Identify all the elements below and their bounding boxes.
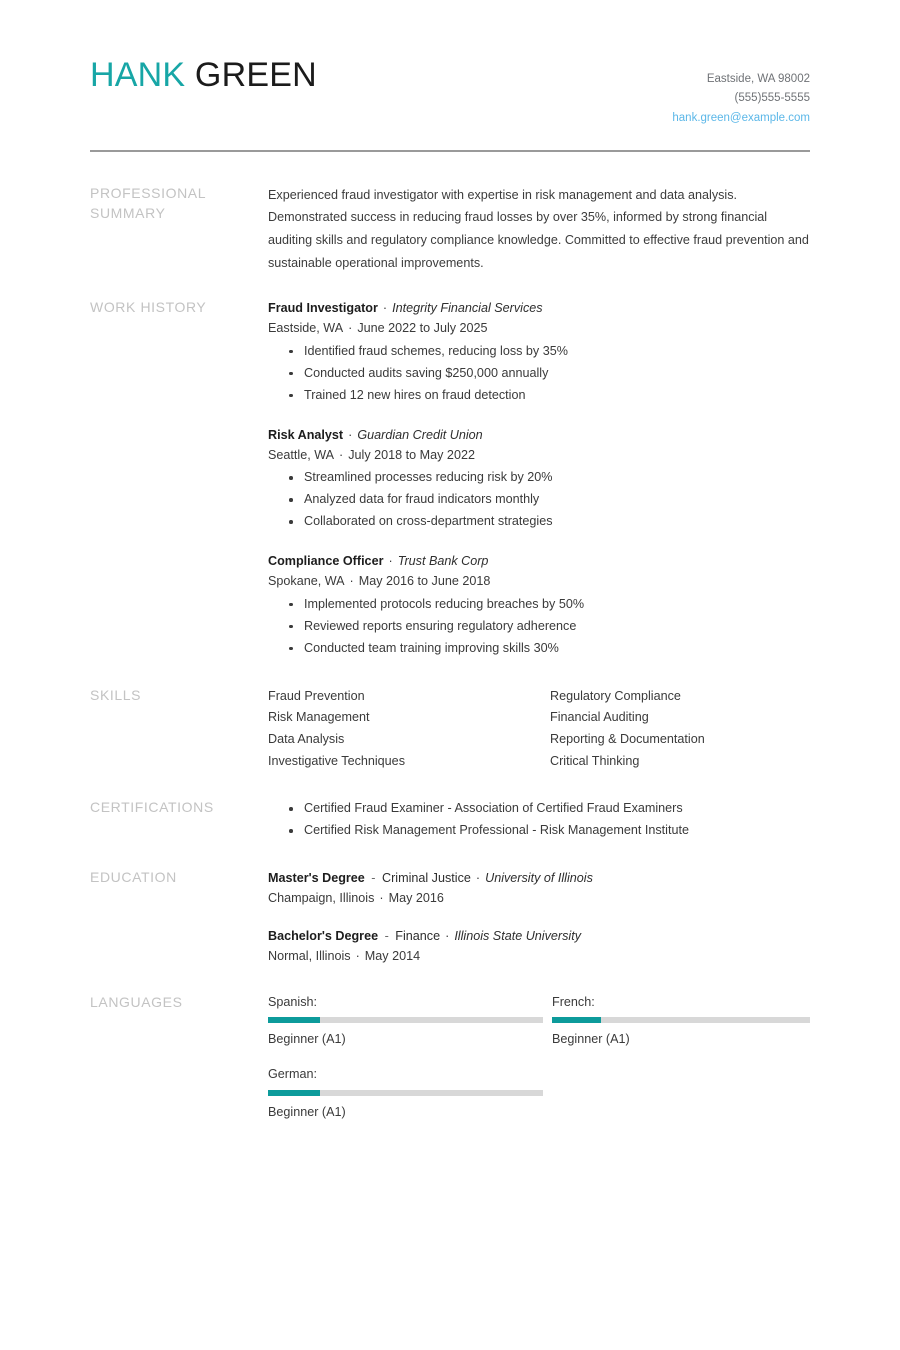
education-body [268, 868, 810, 967]
job-separator: · [348, 427, 353, 442]
language-proficiency-fill [268, 1090, 320, 1096]
language-level: Beginner (A1) [552, 1032, 630, 1047]
education-separator: · [445, 928, 450, 943]
education-field: Criminal Justice [382, 871, 471, 885]
job-title: Risk Analyst [268, 427, 344, 442]
job-location: Spokane, WA [268, 574, 345, 589]
education-dash: - [381, 928, 393, 943]
job-bullet: Analyzed data for fraud indicators monthly [268, 489, 810, 511]
job-dates: June 2022 to July 2025 [357, 321, 488, 336]
education-entry [268, 926, 810, 967]
last-name: GREEN [194, 56, 317, 94]
education-dash: - [367, 871, 379, 885]
job-company: Trust Bank Corp [397, 554, 489, 569]
education-separator: · [475, 871, 481, 885]
skill-item: Financial Auditing [550, 710, 649, 725]
job-heading [268, 551, 810, 571]
language-name: German: [268, 1067, 317, 1082]
section-languages [90, 993, 810, 1123]
job-bullet: Conducted team training improving skills 30% [268, 638, 810, 660]
education-meta-separator: · [355, 949, 360, 964]
language-proficiency-fill [552, 1017, 601, 1023]
education-date: May 2014 [364, 949, 421, 964]
section-skills [90, 686, 810, 774]
skill-item: Fraud Prevention [268, 688, 365, 703]
job-location: Eastside, WA [268, 321, 344, 336]
skill-item: Reporting & Documentation [550, 732, 705, 747]
language-level: Beginner (A1) [268, 1105, 346, 1120]
job-bullet: Reviewed reports ensuring regulatory adherence [268, 616, 810, 638]
summary-text: Experienced fraud investigator with expertise in risk management and data analysis. Demonstrated success in reducing fraud losses by over 35%, informed by strong financial auditing skills and regulatory compliance knowledge. Committed to effective fraud prevention and sustainable operational improvements. [268, 187, 809, 270]
summary-body [268, 184, 810, 274]
job-bullet-list [268, 467, 810, 533]
skills-grid [268, 686, 810, 774]
job-meta [268, 571, 810, 591]
language-level: Beginner (A1) [268, 1032, 346, 1047]
certification-list [268, 798, 810, 842]
language-proficiency-bar [552, 1017, 810, 1023]
education-heading [268, 926, 810, 946]
job-meta-separator: · [349, 574, 354, 589]
section-education [90, 868, 810, 967]
job-location: Seattle, WA [268, 447, 335, 462]
job-entry [268, 298, 810, 407]
education-heading [268, 868, 810, 888]
job-entry [268, 551, 810, 660]
job-separator: · [388, 554, 393, 569]
job-bullet: Identified fraud schemes, reducing loss by 35% [268, 341, 810, 363]
job-bullet-list [268, 341, 810, 407]
contact-location: Eastside, WA 98002 [706, 73, 810, 85]
language-entry [552, 993, 810, 1050]
job-dates: May 2016 to June 2018 [358, 574, 491, 589]
job-meta-separator: · [339, 447, 344, 462]
section-title-languages: LANGUAGES [90, 993, 183, 1010]
job-title: Fraud Investigator [268, 301, 378, 316]
job-heading [268, 425, 810, 445]
certification-item: Certified Risk Management Professional - Risk Management Institute [268, 820, 810, 842]
skill-item: Risk Management [268, 710, 370, 725]
skills-body [268, 686, 810, 774]
job-bullet: Implemented protocols reducing breaches by 50% [268, 594, 810, 616]
certification-item: Certified Fraud Examiner - Association of Certified Fraud Examiners [268, 798, 810, 820]
job-meta-separator: · [348, 321, 353, 336]
section-title-certifications: CERTIFICATIONS [90, 799, 214, 816]
language-entry [268, 993, 543, 1050]
header-divider [90, 150, 810, 152]
skill-item: Regulatory Compliance [550, 688, 681, 703]
education-degree: Bachelor's Degree [268, 928, 379, 943]
section-title-skills: SKILLS [90, 686, 142, 703]
job-bullet: Trained 12 new hires on fraud detection [268, 385, 810, 407]
section-title-education: EDUCATION [90, 869, 177, 885]
job-meta [268, 318, 810, 338]
education-school: University of Illinois [485, 871, 593, 885]
contact-email[interactable]: hank.green@example.com [672, 111, 810, 124]
contact-phone[interactable]: (555)555-5555 [734, 92, 810, 105]
first-name: HANK [90, 56, 186, 94]
job-entry [268, 425, 810, 534]
education-field: Finance [395, 928, 441, 943]
contact-block [672, 58, 810, 128]
job-company: Integrity Financial Services [392, 301, 543, 316]
section-work-history [90, 298, 810, 660]
section-title-work-history: WORK HISTORY [90, 299, 207, 316]
job-bullet: Conducted audits saving $250,000 annually [268, 363, 810, 385]
education-location: Champaign, Illinois [268, 891, 375, 906]
education-meta-separator: · [379, 891, 384, 906]
job-heading [268, 298, 810, 318]
job-dates: July 2018 to May 2022 [348, 447, 475, 462]
candidate-name [90, 58, 317, 94]
education-meta [268, 888, 810, 908]
language-name: French: [552, 994, 595, 1009]
work-history-body [268, 298, 810, 660]
language-name: Spanish: [268, 994, 318, 1009]
education-degree: Master's Degree [268, 871, 365, 885]
education-date: May 2016 [388, 891, 444, 906]
section-certifications [90, 798, 810, 842]
education-meta [268, 946, 810, 966]
language-proficiency-bar [268, 1090, 543, 1096]
section-professional-summary [90, 184, 810, 274]
resume-header [90, 0, 810, 128]
education-school: Illinois State University [454, 928, 581, 943]
job-meta [268, 445, 810, 465]
certifications-body [268, 798, 810, 842]
skill-item: Critical Thinking [550, 754, 640, 769]
language-proficiency-bar [268, 1017, 543, 1023]
section-title-summary: PROFESSIONAL SUMMARY [90, 184, 206, 221]
job-separator: · [382, 301, 388, 316]
job-bullet: Streamlined processes reducing risk by 20% [268, 467, 810, 489]
languages-body [268, 993, 810, 1123]
languages-grid [268, 993, 810, 1123]
language-proficiency-fill [268, 1017, 320, 1023]
education-location: Normal, Illinois [268, 949, 351, 964]
education-entry [268, 868, 810, 909]
skill-item: Data Analysis [268, 732, 345, 747]
job-company: Guardian Credit Union [357, 427, 483, 442]
job-bullet: Collaborated on cross-department strategies [268, 511, 810, 533]
job-bullet-list [268, 594, 810, 660]
job-title: Compliance Officer [268, 554, 384, 569]
language-entry [268, 1065, 543, 1122]
skill-item: Investigative Techniques [268, 754, 405, 769]
